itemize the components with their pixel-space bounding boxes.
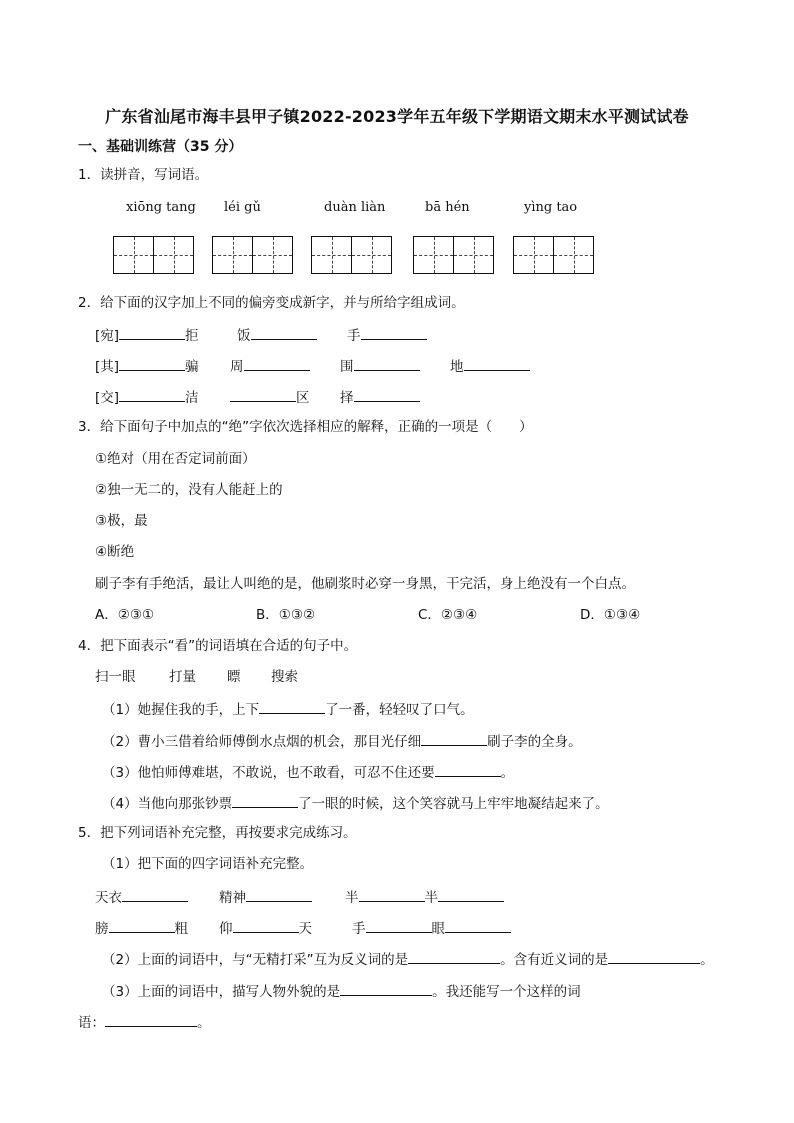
word-bank-2: 打量 [169,669,196,685]
q2-tag: [宛] [95,328,120,344]
blank[interactable] [408,949,500,964]
pinyin-2: léi gǔ [224,200,261,215]
meaning-1: ①绝对（用在否定词前面） [95,451,256,467]
blank[interactable] [608,949,700,964]
q4-sentence-3: （3）他怕师傅难堪，不敢说，也不敢看，可忍不住还要 。 [102,762,514,782]
blank[interactable] [354,356,420,371]
q5-sub-1: （1）把下面的四字词语补充完整。 [102,856,314,872]
option-b[interactable]: B．①③② [256,607,316,623]
blank[interactable] [259,699,325,714]
blank[interactable] [359,887,425,902]
blank[interactable] [464,356,530,371]
blank[interactable] [361,325,427,340]
writing-grid-2[interactable] [212,236,293,274]
q4-sentence-4: （4）当他向那张钞票 了一眼的时候，这个笑容就马上牢牢地凝结起来了。 [102,793,609,813]
blank[interactable] [438,887,504,902]
meaning-3: ③极，最 [95,513,148,529]
section-heading: 一、基础训练营（35 分） [78,139,243,155]
q4-sentence-1: （1）她握住我的手，上下 了一番，轻轻叹了口气。 [102,699,474,719]
blank[interactable] [246,887,312,902]
blank[interactable] [366,918,432,933]
blank[interactable] [435,762,501,777]
writing-grid-4[interactable] [413,236,494,274]
q2-row-1 [95,325,199,345]
q5-word-3: 半 半 [345,887,504,907]
q2-row-2-d: 地 [450,356,530,376]
q5-word-5: 仰 天 [219,918,312,938]
word-bank-3: 瞟 [227,669,241,685]
q2-row-2: [其] 骗 [95,356,199,376]
question-2-stem: 2．给下面的汉字加上不同的偏旁变成新字，并与所给字组成词。 [78,295,465,311]
writing-grid-3[interactable] [311,236,392,274]
question-1-stem: 1．读拼音，写词语。 [78,167,209,183]
option-c[interactable]: C．②③④ [418,607,478,623]
blank[interactable] [421,731,487,746]
q2-row-1-b: 饭 [237,325,317,345]
pinyin-4: bā hén [425,200,470,215]
q3-sentence: 刷子李有手绝活，最让人叫绝的是，他刷浆时必穿一身黑，干完活，身上绝没有一个白点。 [95,576,635,592]
writing-grid-5[interactable] [513,236,594,274]
q2-row-3-c: 择 [340,387,420,407]
blank[interactable] [109,918,175,933]
option-d[interactable]: D．①③④ [580,607,641,623]
q2-tag: [其] [95,359,120,375]
q5-word-1: 天衣 [95,887,188,907]
q5-word-4: 膀 粗 [95,918,188,938]
word-bank-1: 扫一眼 [95,669,136,685]
pinyin-1: xiōng tang [126,200,196,215]
word-bank-4: 搜索 [271,669,298,685]
q5-sub-2: （2）上面的词语中，与“无精打采”互为反义词的是 。含有近义词的是 。 [102,949,714,969]
meaning-4: ④断绝 [95,544,135,560]
blank[interactable] [232,793,298,808]
q4-sentence-2: （2）曹小三借着给师傅倒水点烟的机会，那目光仔细 刷子李的全身。 [102,731,582,751]
page-title: 广东省汕尾市海丰县甲子镇2022-2023学年五年级下学期语文期末水平测试试卷 [105,107,689,126]
blank[interactable] [445,918,511,933]
pinyin-3: duàn liàn [324,200,386,215]
q2-row-3: [交] 洁 [95,387,199,407]
blank[interactable] [340,981,432,996]
q5-sub-3: （3）上面的词语中，描写人物外貌的是 。我还能写一个这样的词 [102,981,581,1001]
q2-row-2-c: 围 [340,356,420,376]
q2-row-2-b: 周 [230,356,310,376]
q2-word: 拒 [185,328,199,344]
meaning-2: ②独一无二的，没有人能赶上的 [95,482,283,498]
blank[interactable] [119,356,185,371]
q5-word-2: 精神 [219,887,312,907]
blank[interactable] [230,387,296,402]
q5-word-6: 手 眼 [352,918,511,938]
option-a[interactable]: A．②③① [95,607,155,623]
blank[interactable] [119,387,185,402]
blank[interactable] [251,325,317,340]
blank[interactable] [233,918,299,933]
blank[interactable] [122,887,188,902]
q5-sub-3-cont: 语： 。 [78,1012,211,1032]
question-4-stem: 4．把下面表示“看”的词语填在合适的句子中。 [78,638,358,654]
q2-tag: [交] [95,390,120,406]
blank[interactable] [105,1012,197,1027]
pinyin-5: yìng tao [524,200,578,215]
q2-row-1-c: 手 [347,325,427,345]
q2-row-3-b: 区 [230,387,310,407]
question-5-stem: 5．把下列词语补充完整，再按要求完成练习。 [78,825,357,841]
blank[interactable] [354,387,420,402]
blank[interactable] [244,356,310,371]
question-3-stem: 3．给下面句子中加点的“绝”字依次选择相应的解释，正确的一项是（ ） [78,419,533,435]
writing-grid-1[interactable] [113,236,194,274]
blank[interactable] [119,325,185,340]
